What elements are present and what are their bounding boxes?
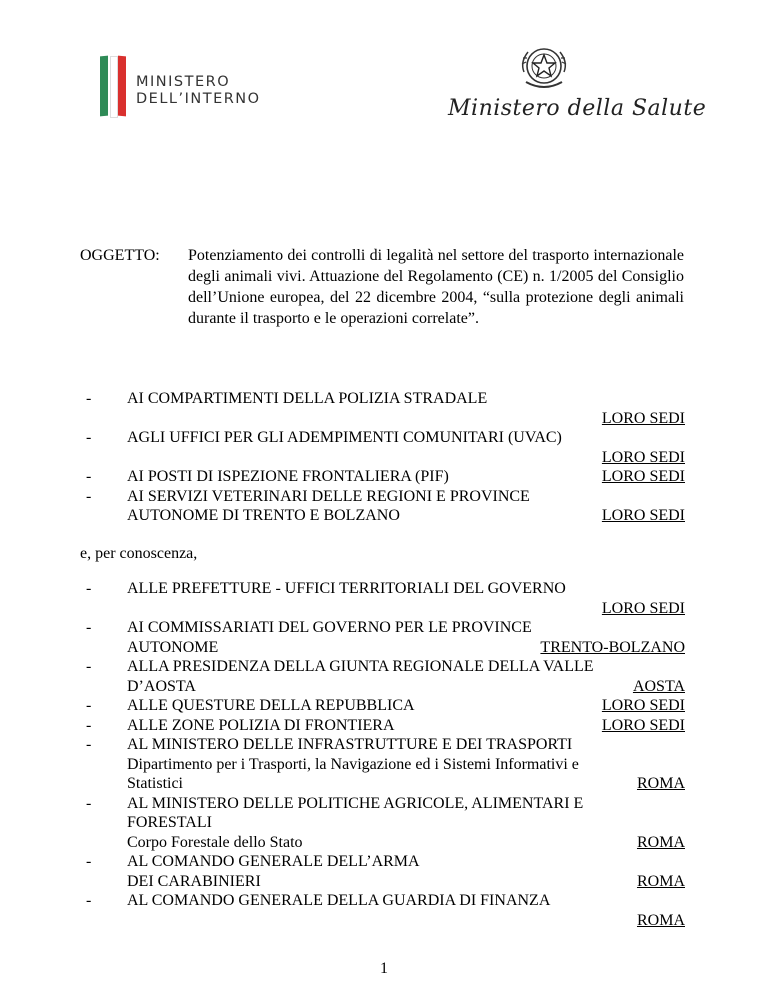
list-dash: - xyxy=(86,487,92,505)
recipient-destination: TRENTO-BOLZANO xyxy=(540,638,685,656)
recipients-list xyxy=(80,389,685,526)
recipient-destination: LORO SEDI xyxy=(601,409,685,427)
recipient-line: AUTONOME TRENTO-BOLZANO xyxy=(127,638,685,656)
recipient-item xyxy=(80,428,685,467)
list-dash: - xyxy=(86,716,92,734)
recipient-destination: LORO SEDI xyxy=(601,599,685,617)
recipient-line: ALLE ZONE POLIZIA DI FRONTIERA LORO SEDI xyxy=(127,716,685,734)
recipient-line: ALLE PREFETTURE - UFFICI TERRITORIALI DEL GOVERNO xyxy=(127,580,566,597)
page-number: 1 xyxy=(380,960,388,977)
italian-republic-emblem-icon xyxy=(516,42,572,92)
list-dash: - xyxy=(86,794,92,812)
recipient-item xyxy=(80,579,685,618)
recipient-line: AI COMPARTIMENTI DELLA POLIZIA STRADALE xyxy=(127,390,488,407)
recipient-destination: LORO SEDI xyxy=(601,697,685,714)
recipient-item xyxy=(80,389,685,428)
recipient-destination: LORO SEDI xyxy=(601,468,685,485)
recipient-item xyxy=(80,467,685,487)
recipient-line: AGLI UFFICI PER GLI ADEMPIMENTI COMUNITARI (UVAC) xyxy=(127,429,562,446)
recipient-item xyxy=(80,852,685,891)
recipient-line: D’AOSTA AOSTA xyxy=(127,677,685,695)
recipient-line: AL MINISTERO DELLE POLITICHE AGRICOLE, ALIMENTARI E xyxy=(127,794,584,812)
recipient-line: ALLA PRESIDENZA DELLA GIUNTA REGIONALE DELLA VALLE xyxy=(127,658,594,675)
recipient-destination: LORO SEDI xyxy=(601,716,685,734)
ministero-interno-logo xyxy=(100,56,300,116)
recipient-line: AL COMANDO GENERALE DELLA GUARDIA DI FINANZA xyxy=(127,892,551,909)
recipient-line: Corpo Forestale dello Stato ROMA xyxy=(127,833,685,851)
flag-white-stripe xyxy=(110,56,118,118)
recipient-line: DEI CARABINIERI ROMA xyxy=(127,872,685,890)
recipient-line: FORESTALI xyxy=(127,814,212,831)
list-dash: - xyxy=(86,468,92,485)
recipient-item xyxy=(80,735,685,794)
list-dash: - xyxy=(86,853,92,870)
list-dash: - xyxy=(86,892,92,909)
list-dash: - xyxy=(86,697,92,714)
recipient-item xyxy=(80,618,685,657)
recipient-line: AI SERVIZI VETERINARI DELLE REGIONI E PROVINCE xyxy=(127,487,530,505)
list-dash: - xyxy=(86,390,92,407)
recipient-item xyxy=(80,487,685,526)
list-dash: - xyxy=(86,736,92,753)
recipient-line: AL MINISTERO DELLE INFRASTRUTTURE E DEI TRASPORTI xyxy=(127,736,573,753)
recipient-destination: ROMA xyxy=(636,833,685,851)
recipient-line: AI POSTI DI ISPEZIONE FRONTALIERA (PIF) LORO SEDI xyxy=(127,468,685,485)
flag-red-stripe xyxy=(118,56,126,117)
recipient-destination: ROMA xyxy=(636,775,685,792)
recipient-item xyxy=(80,657,685,696)
recipient-line: Dipartimento per i Trasporti, la Navigazione ed i Sistemi Informativi e xyxy=(127,755,579,773)
ministero-salute-text: Ministero della Salute xyxy=(448,96,707,121)
oggetto-label: OGGETTO: xyxy=(80,247,160,264)
cc-recipients-list xyxy=(80,579,685,930)
recipient-line: AL COMANDO GENERALE DELL’ARMA xyxy=(127,853,420,870)
flag-green-stripe xyxy=(100,56,108,117)
list-dash: - xyxy=(86,619,92,636)
recipient-item xyxy=(80,794,685,853)
recipient-item xyxy=(80,716,685,736)
oggetto-text: Potenziamento dei controlli di legalità nel settore del trasporto internazionale degli animali vivi. Attuazione del Regolamento (CE) n. 1/2005 del Consiglio dell’Unione europea, del 22 dicembre 2004, “sulla protezione degli animali durante il trasporto e le operazioni correlate”. xyxy=(188,247,684,327)
ministero-interno-line1: MINISTERO xyxy=(136,74,231,90)
recipient-destination: AOSTA xyxy=(632,677,685,695)
recipient-line: ALLE QUESTURE DELLA REPUBBLICA LORO SEDI xyxy=(127,697,685,714)
recipient-line: AI COMMISSARIATI DEL GOVERNO PER LE PROVINCE xyxy=(127,619,532,636)
recipient-destination: LORO SEDI xyxy=(601,507,685,524)
list-dash: - xyxy=(86,429,92,446)
recipient-item xyxy=(80,696,685,716)
recipient-line: AUTONOME DI TRENTO E BOLZANO LORO SEDI xyxy=(127,507,685,524)
recipient-item xyxy=(80,891,685,930)
list-dash: - xyxy=(86,580,92,597)
recipient-line: Statistici ROMA xyxy=(127,775,685,792)
ministero-interno-text xyxy=(136,74,261,108)
list-dash: - xyxy=(86,658,92,675)
cc-label: e, per conoscenza, xyxy=(80,545,198,562)
recipient-destination: ROMA xyxy=(636,911,685,929)
recipient-destination: ROMA xyxy=(636,872,685,890)
recipient-destination: LORO SEDI xyxy=(601,448,685,466)
ministero-interno-line2: DELL’INTERNO xyxy=(136,91,261,107)
